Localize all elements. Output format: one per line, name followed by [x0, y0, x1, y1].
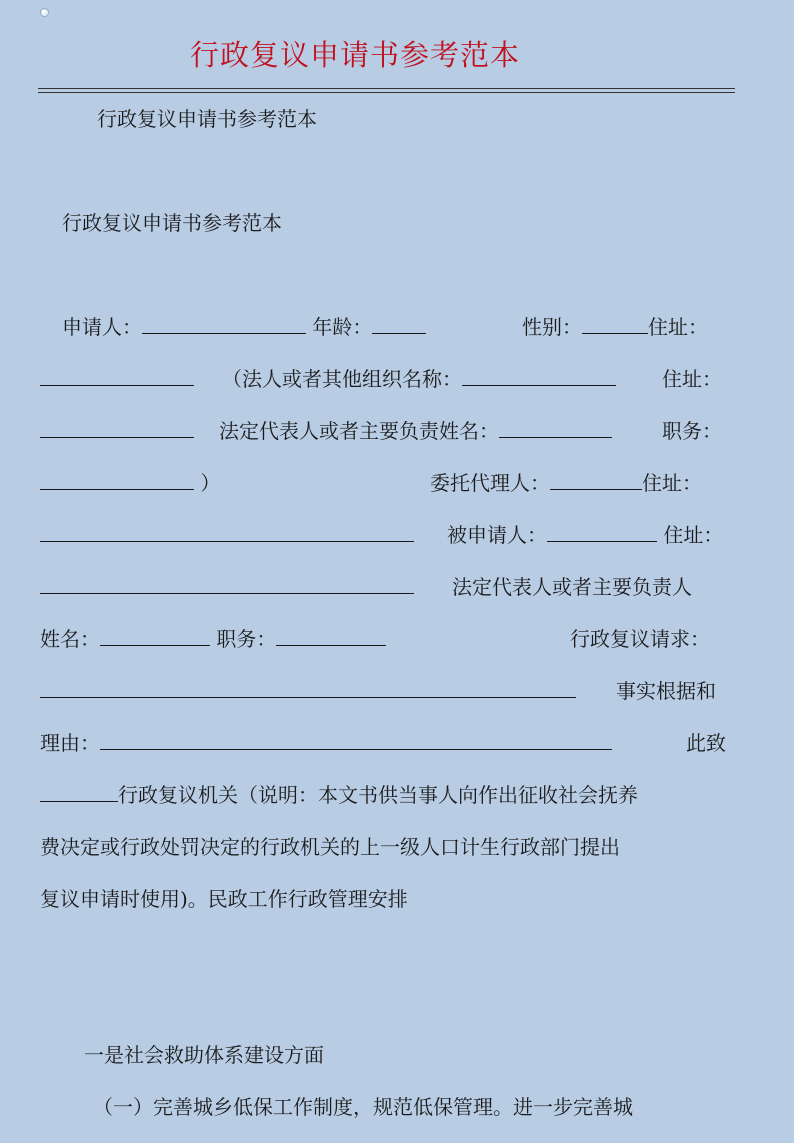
org-name-label: （法人或者其他组织名称：	[222, 367, 462, 391]
document-title: 行政复议申请书参考范本	[189, 38, 520, 72]
applicant-blank[interactable]	[142, 314, 306, 334]
agent-address-blank[interactable]	[40, 522, 414, 542]
authority-blank[interactable]	[40, 782, 118, 802]
applicant-label: 申请人：	[62, 315, 142, 339]
position-label-2: 职务：	[216, 627, 277, 651]
position-label-1: 职务：	[662, 419, 722, 443]
gender-blank[interactable]	[582, 314, 648, 334]
request-blank[interactable]	[40, 678, 576, 698]
paragraph-line-2: 费决定或行政处罚决定的行政机关的上一级人口计生行政部门提出	[40, 835, 620, 859]
title-divider	[38, 88, 735, 93]
paragraph-text-1: 行政复议机关（说明：本文书供当事人向作出征收社会抚养	[118, 783, 638, 807]
form-line-respondent	[447, 522, 723, 548]
section-item-1: （一）完善城乡低保工作制度，规范低保管理。进一步完善城	[93, 1095, 633, 1119]
reason-label: 理由：	[40, 731, 100, 755]
form-line-name-position	[40, 626, 386, 652]
form-line-reason	[40, 730, 612, 756]
age-blank[interactable]	[372, 314, 426, 334]
form-line-legal-rep	[219, 418, 612, 444]
agent-label: 委托代理人：	[430, 471, 550, 495]
respondent-rep-label: 法定代表人或者主要负责人	[452, 575, 692, 599]
subtitle-1: 行政复议申请书参考范本	[97, 107, 317, 131]
paragraph-line-3: 复议申请时使用)。民政工作行政管理安排	[40, 887, 408, 911]
address-label-3: 住址：	[642, 471, 702, 495]
form-line-respondent-address	[40, 574, 414, 600]
form-line-applicant	[62, 314, 426, 340]
address-blank-1[interactable]	[40, 366, 194, 386]
form-line-agent	[430, 470, 702, 496]
gender-label: 性别：	[522, 315, 582, 339]
form-line-org	[40, 366, 194, 392]
close-paren: ）	[200, 471, 221, 495]
respondent-address-blank[interactable]	[40, 574, 414, 594]
subtitle-2: 行政复议申请书参考范本	[62, 211, 282, 235]
respondent-label: 被申请人：	[447, 523, 547, 547]
page-corner-icon	[39, 7, 50, 18]
org-name-blank[interactable]	[462, 366, 616, 386]
form-line-org-name	[222, 366, 616, 392]
name-label: 姓名：	[40, 627, 100, 651]
reason-blank[interactable]	[100, 730, 612, 750]
legal-rep-label: 法定代表人或者主要负责姓名：	[219, 419, 499, 443]
form-line-gender	[522, 314, 708, 340]
position-blank-2[interactable]	[276, 626, 386, 646]
closing-text: 此致	[686, 731, 726, 755]
legal-rep-blank[interactable]	[499, 418, 612, 438]
address-label-2: 住址：	[662, 367, 722, 391]
position-blank-1[interactable]	[40, 470, 194, 490]
facts-label: 事实根据和	[616, 679, 716, 703]
name-blank[interactable]	[100, 626, 210, 646]
form-line-request	[40, 678, 576, 704]
form-line-position-close	[40, 470, 220, 496]
form-line-agent-address	[40, 522, 414, 548]
age-label: 年龄：	[312, 315, 373, 339]
paragraph-line-1	[40, 782, 638, 808]
agent-blank[interactable]	[550, 470, 642, 490]
form-line-legal-rep-blank	[40, 418, 194, 444]
address-label-4: 住址：	[663, 523, 724, 547]
respondent-blank[interactable]	[547, 522, 657, 542]
request-label: 行政复议请求：	[570, 627, 710, 651]
address-blank-2[interactable]	[40, 418, 194, 438]
address-label-1: 住址：	[648, 315, 708, 339]
section-heading: 一是社会救助体系建设方面	[84, 1043, 324, 1067]
